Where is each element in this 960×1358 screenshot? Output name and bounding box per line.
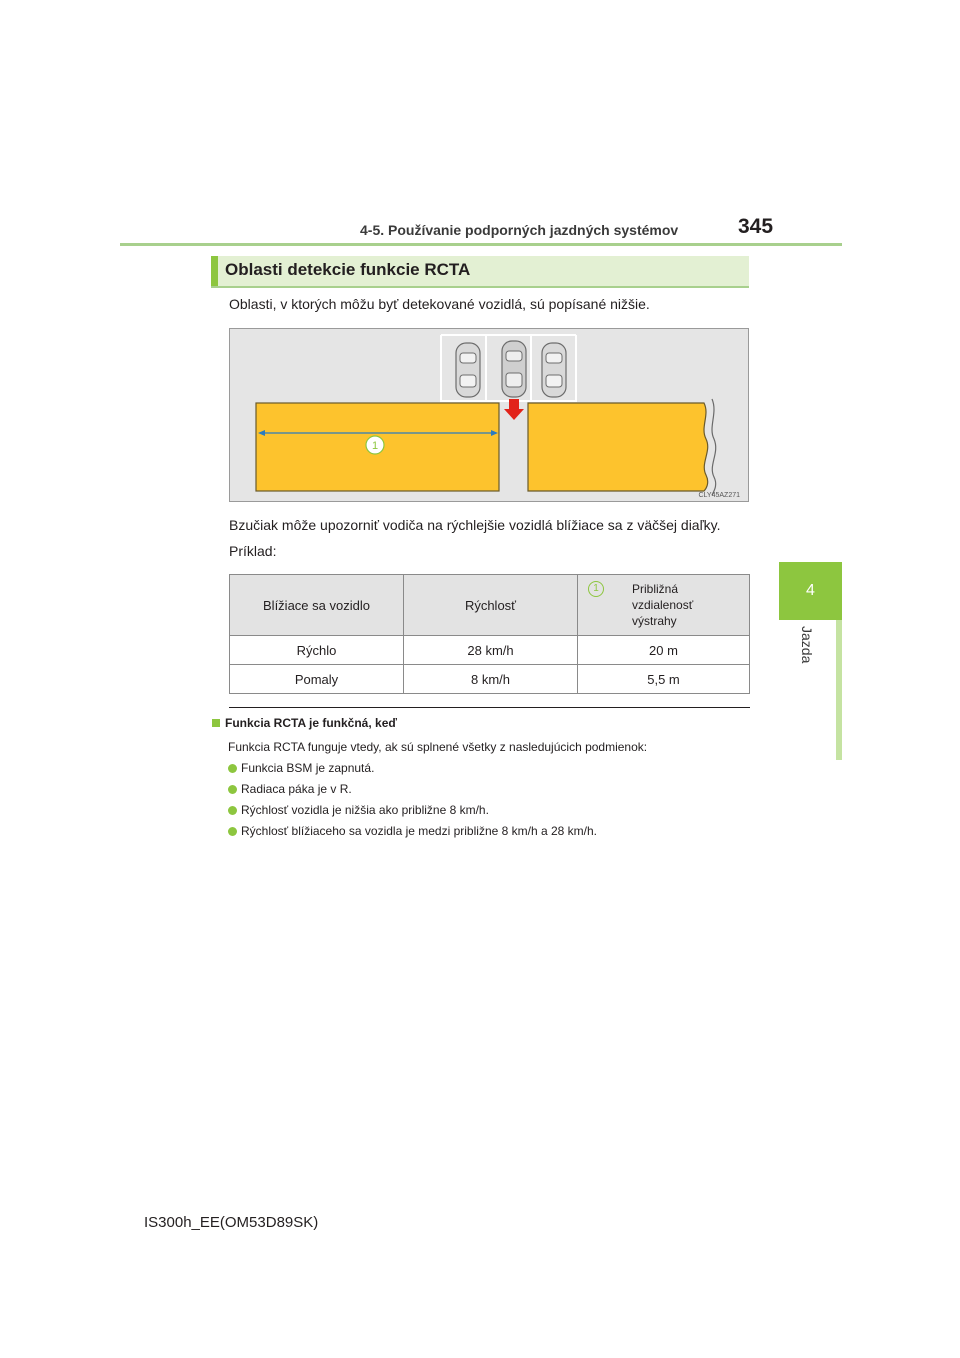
section-heading (211, 256, 749, 288)
cell-vehicle: Rýchlo (230, 636, 404, 665)
cell-vehicle: Pomaly (230, 665, 404, 694)
header-distance-line: vzdialenosť (632, 598, 694, 612)
diagram-code: CLY45AZ271 (698, 492, 740, 499)
chapter-tab (779, 562, 842, 620)
cell-speed: 28 km/h (404, 636, 578, 665)
page-number: 345 (738, 215, 774, 238)
chapter-label: Jazda (799, 626, 815, 664)
bullet-dot-icon (228, 785, 237, 794)
table-row (230, 636, 750, 665)
own-car-icon (502, 341, 526, 397)
table-header-row (230, 575, 750, 636)
buzzer-paragraph: Bzučiak môže upozorniť vodiča na rýchlejšie vozidlá blížiace sa z väčšej diaľky. (229, 517, 721, 533)
header-speed: Rýchlosť (404, 575, 578, 636)
running-header: 4-5. Používanie podporných jazdných systémov (360, 222, 679, 238)
list-item-text: Rýchlosť vozidla je nižšia ako približne 8 km/h. (241, 803, 489, 817)
bullet-dot-icon (228, 764, 237, 773)
list-item (228, 824, 597, 838)
example-label: Príklad: (229, 543, 277, 559)
parked-car-right-icon (542, 343, 566, 397)
parked-car-left-icon (456, 343, 480, 397)
conditions-heading (212, 716, 397, 730)
cell-distance: 20 m (578, 636, 750, 665)
header-distance-line: výstrahy (632, 614, 677, 628)
cell-speed: 8 km/h (404, 665, 578, 694)
bullet-dot-icon (228, 827, 237, 836)
cell-distance: 5,5 m (578, 665, 750, 694)
heading-accent-bar (211, 256, 218, 286)
header-approaching-vehicle: Blížiace sa vozidlo (230, 575, 404, 636)
diagram-callout: 1 (371, 440, 379, 452)
list-item (228, 803, 489, 817)
conditions-intro: Funkcia RCTA funguje vtedy, ak sú splnené všetky z nasledujúcich podmienok: (228, 740, 648, 754)
chapter-number: 4 (806, 582, 815, 599)
section-heading-text: Oblasti detekcie funkcie RCTA (225, 260, 471, 279)
conditions-title: Funkcia RCTA je funkčná, keď (225, 716, 397, 730)
callout-circle-icon: 1 (588, 581, 604, 597)
bullet-dot-icon (228, 806, 237, 815)
header-distance-line: Približná (632, 582, 679, 596)
list-item (228, 761, 374, 775)
list-item-text: Funkcia BSM je zapnutá. (241, 761, 375, 775)
intro-paragraph: Oblasti, v ktorých môžu byť detekované vozidlá, sú popísané nižšie. (229, 296, 650, 312)
list-item-text: Rýchlosť blížiaceho sa vozidla je medzi približne 8 km/h a 28 km/h. (241, 824, 597, 838)
table-row (230, 665, 750, 694)
header-rule (120, 243, 842, 246)
chapter-tab-rule (836, 620, 842, 760)
list-item-text: Radiaca páka je v R. (241, 782, 352, 796)
right-detection-zone (528, 403, 708, 491)
reverse-arrow-icon (504, 399, 524, 420)
footer-model-code: IS300h_EE(OM53D89SK) (144, 1214, 319, 1231)
header-distance (578, 575, 750, 636)
section-divider (229, 707, 750, 708)
square-bullet-icon (212, 719, 220, 727)
warning-distance-table (229, 574, 750, 694)
list-item (228, 782, 352, 796)
rcta-detection-diagram (229, 328, 749, 502)
